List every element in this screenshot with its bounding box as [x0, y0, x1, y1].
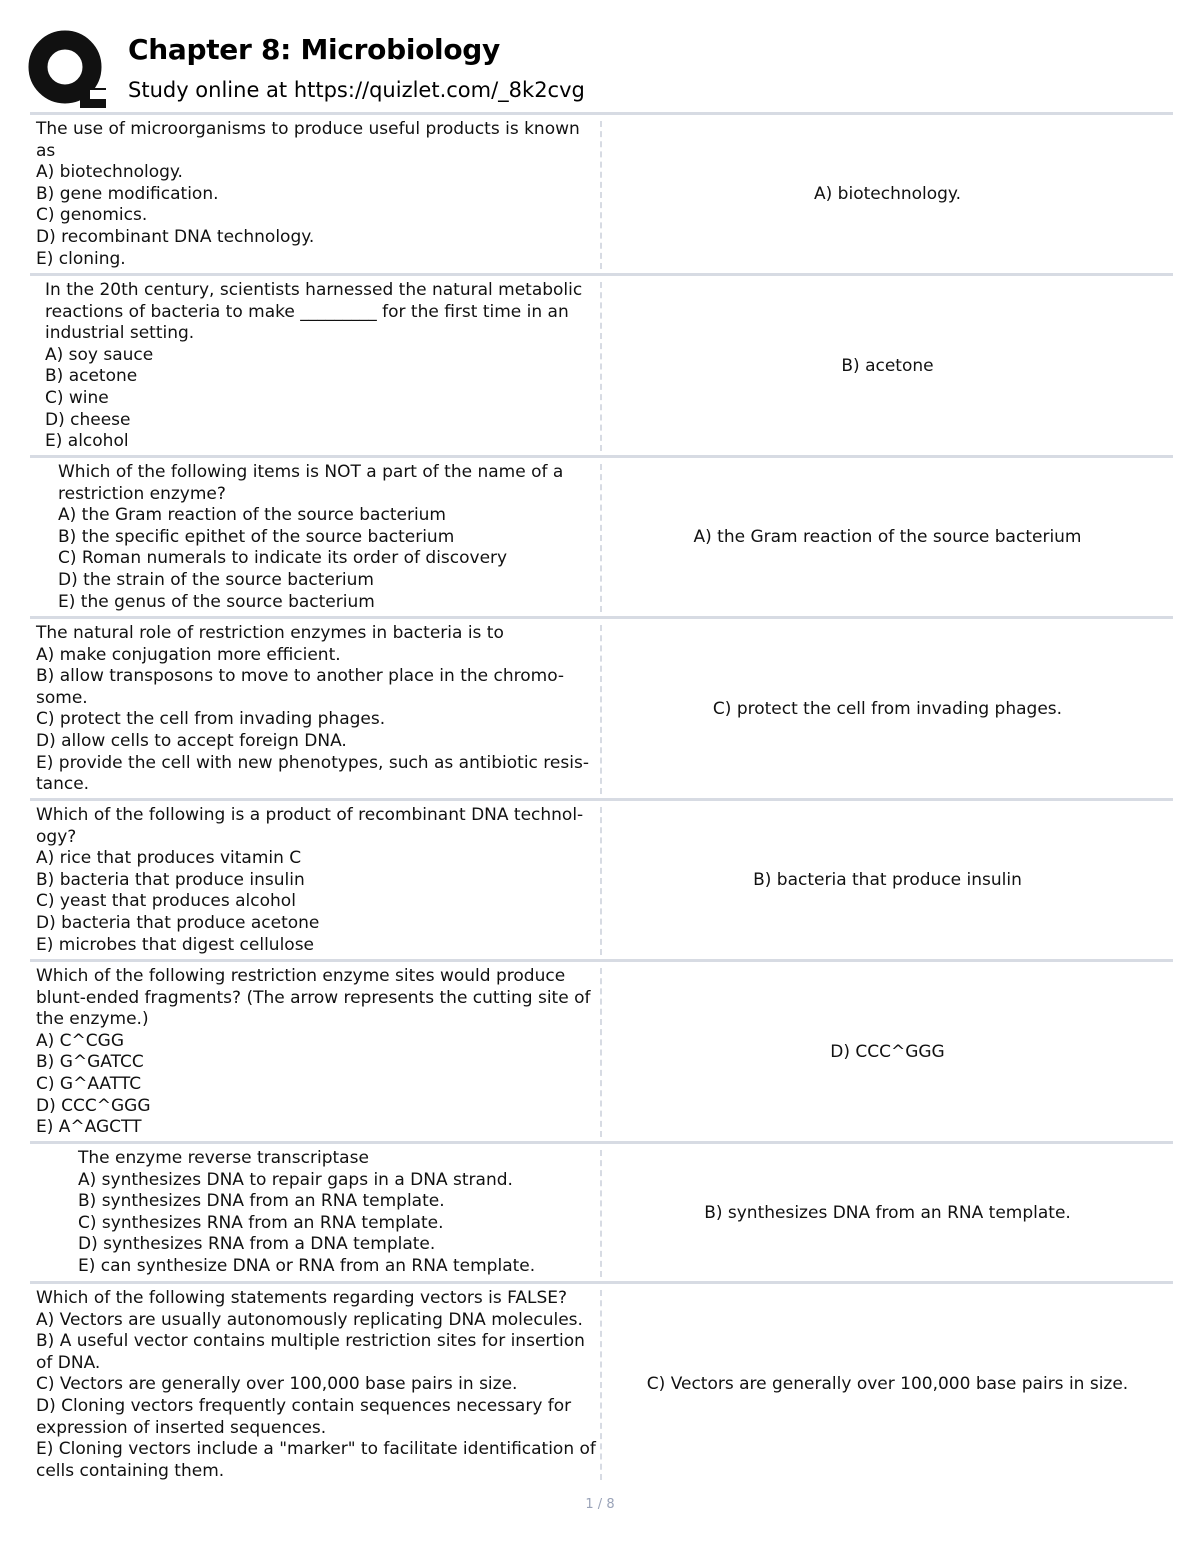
flashcard	[30, 1284, 1173, 1484]
answer-text: D) CCC^GGG	[830, 1041, 945, 1062]
flashcard	[30, 458, 1173, 619]
answer-text: B) acetone	[841, 355, 934, 376]
flashcard	[30, 1144, 1173, 1284]
answer-text: B) synthesizes DNA from an RNA template.	[704, 1202, 1071, 1223]
study-online-link[interactable]: Study online at https://quizlet.com/_8k2cvg	[128, 78, 585, 102]
page-title: Chapter 8: Microbiology	[128, 33, 500, 66]
question-text: Which of the following is a product of recombinant DNA technol- ogy? A) rice that produces vitamin C B) bacteria that produce insulin C) yeast that produces alcohol D) bacteria that produce acetone E) microbes that digest cellulose	[36, 805, 584, 955]
question-text: Which of the following restriction enzyme sites would produce blunt-ended fragments? (The arrow represents the cutting site of the enzyme.) A) C^CGG B) G^GATCC C) G^AATTC D) CCC^GGG E) A^AGCTT	[36, 966, 591, 1138]
flashcard	[30, 276, 1173, 458]
question-text: The natural role of restriction enzymes in bacteria is to A) make conjugation more efficient. B) allow transposons to move to another place in the chromo- some. C) protect the cell from invading phages. D) allow cells to accept foreign DNA. E) provide the cell with new phenotypes, such as antibiotic resis- tance.	[36, 623, 589, 795]
question-text: Which of the following items is NOT a part of the name of a restriction enzyme? A) the Gram reaction of the source bacterium B) the specific epithet of the source bacterium C) Roman numerals to indicate its order of discovery D) the strain of the source bacterium E) the genus of the source bacterium	[58, 462, 564, 612]
question-text: The enzyme reverse transcriptase A) synthesizes DNA to repair gaps in a DNA strand. B) synthesizes DNA from an RNA template. C) synthesizes RNA from an RNA template. D) synthesizes RNA from a DNA template. E) can synthesize DNA or RNA from an RNA template.	[78, 1148, 536, 1276]
answer-text: C) protect the cell from invading phages.	[712, 698, 1063, 719]
flashcard	[30, 115, 1173, 276]
flashcard	[30, 619, 1173, 801]
flashcard	[30, 962, 1173, 1144]
answer-text: B) bacteria that produce insulin	[753, 870, 1022, 890]
question-text: The use of microorganisms to produce useful products is known as A) biotechnology. B) gene modification. C) genomics. D) recombinant DNA technology. E) cloning.	[36, 119, 580, 269]
flashcard-list	[30, 112, 1173, 1484]
quizlet-logo-icon	[28, 30, 106, 108]
answer-text: A) biotechnology.	[814, 184, 961, 204]
page-number: 1 / 8	[585, 1497, 615, 1512]
question-text: Which of the following statements regarding vectors is FALSE? A) Vectors are usually autonomously replicating DNA molecules. B) A useful vector contains multiple restriction sites for insertion of DNA. C) Vectors are generally over 100,000 base pairs in size. D) Cloning vectors frequently contain sequences necessary for expression of inserted sequences. E) Cloning vectors include a "marker" to facilitate identification of cells containing them.	[36, 1288, 596, 1481]
answer-text: A) the Gram reaction of the source bacterium	[693, 527, 1082, 547]
flashcard	[30, 801, 1173, 962]
answer-text: C) Vectors are generally over 100,000 base pairs in size.	[646, 1374, 1129, 1394]
question-text: In the 20th century, scientists harnessed the natural metabolic reactions of bacteria to make _________ for the first time in an industrial setting. A) soy sauce B) acetone C) wine D) cheese E) alcohol	[45, 280, 583, 452]
